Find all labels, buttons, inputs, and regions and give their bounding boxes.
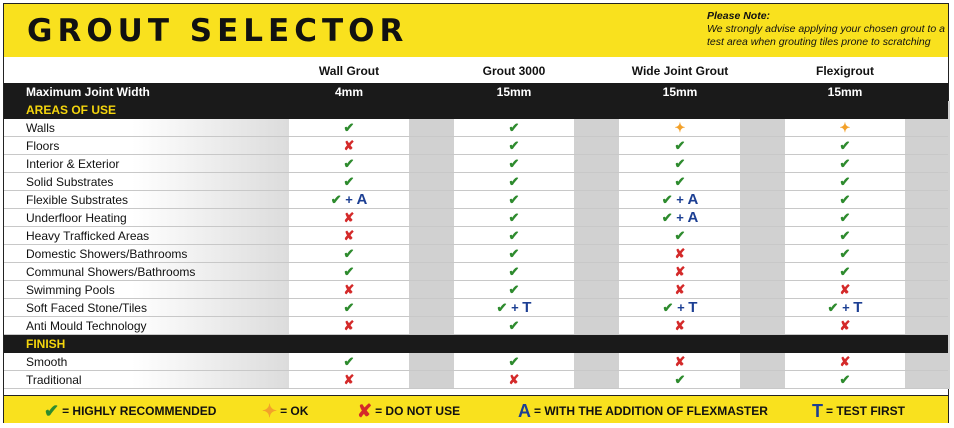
row-label: Domestic Showers/Bathrooms (26, 247, 188, 261)
tick-icon: ✔ (839, 156, 851, 171)
joint-width-value: 4mm (334, 85, 363, 99)
section-title: FINISH (26, 337, 66, 351)
tick-icon: ✔ (343, 264, 355, 279)
tick-icon: ✔ (508, 138, 520, 153)
cross-icon: ✘ (674, 264, 686, 279)
letter-t-icon: T (812, 401, 823, 421)
star-icon: ✦ (839, 120, 851, 135)
rating-cell (454, 137, 574, 155)
rating-cell (454, 281, 574, 299)
rating-cell (289, 263, 409, 281)
tick-icon: ✔ (508, 246, 520, 261)
cross-icon: ✘ (343, 318, 355, 333)
tick-icon: ✔ (839, 210, 851, 225)
table-row (4, 263, 948, 281)
column-header: Grout 3000 (482, 64, 546, 78)
table-row (4, 245, 948, 263)
letter-a-icon: A (356, 191, 368, 208)
cross-icon: ✘ (508, 372, 520, 387)
cross-icon: ✘ (343, 372, 355, 387)
grout-selector-chart (3, 3, 949, 423)
rating-cell (620, 209, 740, 227)
tick-icon: ✔ (343, 174, 355, 189)
tick-icon: ✔ (508, 228, 520, 243)
tick-icon: ✔ (661, 192, 673, 207)
cross-icon: ✘ (839, 318, 851, 333)
tick-icon: ✔ (343, 120, 355, 135)
column-header: Flexigrout (815, 64, 874, 78)
rating-cell (454, 191, 574, 209)
rating-cell (620, 119, 740, 137)
tick-icon: ✔ (343, 156, 355, 171)
row-label: Smooth (26, 355, 68, 369)
rating-cell (289, 173, 409, 191)
tick-icon: ✔ (839, 372, 851, 387)
cross-icon: ✘ (343, 210, 355, 225)
row-divider (4, 388, 948, 389)
letter-t-icon: T (853, 299, 863, 316)
rating-cell (289, 155, 409, 173)
note-title: Please Note: (707, 10, 771, 22)
cross-icon: ✘ (839, 354, 851, 369)
letter-a-icon: A (687, 209, 699, 226)
rating-cell (454, 209, 574, 227)
tick-icon: ✔ (508, 120, 520, 135)
tick-icon: ✔ (839, 228, 851, 243)
rating-cell (620, 173, 740, 191)
page-title: GROUT SELECTOR (27, 13, 409, 49)
row-label: Solid Substrates (26, 175, 114, 189)
legend-flexmaster: A = WITH THE ADDITION OF FLEXMASTER (518, 401, 768, 421)
tick-icon: ✔ (827, 300, 839, 315)
joint-width-value: 15mm (662, 85, 698, 99)
rating-cell (620, 299, 740, 317)
section-header (4, 101, 948, 119)
legend-highly-recommended: ✔ = HIGHLY RECOMMENDED (44, 401, 217, 421)
rating-cell (454, 155, 574, 173)
row-label: Walls (26, 121, 55, 135)
rating-cell (289, 299, 409, 317)
rating-cell (454, 317, 574, 335)
section-header (4, 335, 948, 353)
tick-icon: ✔ (508, 264, 520, 279)
tick-icon: ✔ (661, 210, 673, 225)
cross-icon: ✘ (674, 354, 686, 369)
rating-cell (289, 371, 409, 389)
tick-icon: ✔ (662, 300, 674, 315)
rating-cell (620, 353, 740, 371)
tick-icon: ✔ (508, 354, 520, 369)
rating-cell (785, 371, 905, 389)
tick-icon: ✔ (508, 282, 520, 297)
table-row (4, 137, 948, 155)
rating-cell (454, 173, 574, 191)
rating-cell (289, 281, 409, 299)
rating-cell (785, 317, 905, 335)
table-row (4, 353, 948, 371)
rating-cell (289, 137, 409, 155)
cross-icon: ✘ (343, 228, 355, 243)
legend-do-not-use: ✘ = DO NOT USE (357, 401, 461, 421)
tick-icon: ✔ (508, 156, 520, 171)
header-banner (4, 4, 948, 57)
tick-icon: ✔ (839, 174, 851, 189)
tick-icon: ✔ (674, 138, 686, 153)
cross-icon: ✘ (357, 401, 373, 421)
column-header: Wall Grout (318, 64, 380, 78)
plus-icon: + (673, 300, 689, 315)
cross-icon: ✘ (674, 282, 686, 297)
tick-icon: ✔ (674, 156, 686, 171)
tick-icon: ✔ (839, 246, 851, 261)
table-row (4, 119, 948, 137)
joint-width-value: 15mm (827, 85, 863, 99)
rating-cell (289, 191, 409, 209)
table-row (4, 317, 948, 335)
row-label: Floors (26, 139, 60, 153)
row-label: Interior & Exterior (26, 157, 120, 171)
tick-icon: ✔ (674, 174, 686, 189)
rating-cell (620, 371, 740, 389)
tick-icon: ✔ (674, 372, 686, 387)
rating-cell (454, 299, 574, 317)
row-label: Traditional (26, 373, 82, 387)
rating-cell (785, 227, 905, 245)
rating-cell (785, 353, 905, 371)
note (707, 10, 947, 49)
tick-icon: ✔ (839, 138, 851, 153)
table-row (4, 191, 948, 209)
cross-icon: ✘ (839, 282, 851, 297)
plus-icon: + (507, 300, 523, 315)
rating-cell (785, 263, 905, 281)
section-title: AREAS OF USE (26, 103, 117, 117)
legend-ok: ✦ = OK (262, 401, 309, 421)
plus-icon: + (341, 192, 357, 207)
row-label: Underfloor Heating (26, 211, 127, 225)
rating-cell (620, 281, 740, 299)
cross-icon: ✘ (674, 318, 686, 333)
letter-t-icon: T (522, 299, 532, 316)
tick-icon: ✔ (508, 192, 520, 207)
row-label: Maximum Joint Width (26, 85, 150, 99)
table-row (4, 299, 948, 317)
tick-icon: ✔ (44, 401, 60, 421)
table-row (4, 173, 948, 191)
table-row (4, 155, 948, 173)
rating-cell (620, 263, 740, 281)
plus-icon: + (838, 300, 854, 315)
letter-a-icon: A (687, 191, 699, 208)
tick-icon: ✔ (330, 192, 342, 207)
cross-icon: ✘ (343, 282, 355, 297)
rating-cell (620, 191, 740, 209)
cross-icon: ✘ (674, 246, 686, 261)
letter-t-icon: T (688, 299, 698, 316)
row-label: Flexible Substrates (26, 193, 129, 207)
tick-icon: ✔ (343, 354, 355, 369)
tick-icon: ✔ (508, 210, 520, 225)
cross-icon: ✘ (343, 138, 355, 153)
rating-cell (289, 119, 409, 137)
rating-cell (785, 209, 905, 227)
rating-cell (620, 155, 740, 173)
rating-cell (785, 281, 905, 299)
rating-cell (289, 209, 409, 227)
rating-cell (785, 119, 905, 137)
tick-icon: ✔ (839, 264, 851, 279)
rating-cell (289, 353, 409, 371)
legend-test-first: T = TEST FIRST (812, 401, 906, 421)
star-icon: ✦ (674, 120, 686, 135)
rating-cell (454, 353, 574, 371)
tick-icon: ✔ (674, 228, 686, 243)
rating-cell (454, 263, 574, 281)
plus-icon: + (672, 192, 688, 207)
joint-width-row (4, 83, 948, 101)
rating-cell (289, 245, 409, 263)
joint-width-value: 15mm (496, 85, 532, 99)
row-label: Communal Showers/Bathrooms (26, 265, 196, 279)
rating-cell (620, 317, 740, 335)
rating-cell (785, 191, 905, 209)
rating-cell (620, 227, 740, 245)
rating-cell (454, 227, 574, 245)
rating-cell (454, 371, 574, 389)
tick-icon: ✔ (343, 246, 355, 261)
column-header: Wide Joint Grout (631, 64, 729, 78)
row-label: Swimming Pools (26, 283, 115, 297)
row-label: Soft Faced Stone/Tiles (26, 301, 147, 315)
note-body: We strongly advise applying your chosen grout to a test area when grouting tiles prone to scratching (707, 23, 945, 48)
rating-cell (454, 119, 574, 137)
tick-icon: ✔ (496, 300, 508, 315)
rating-cell (454, 245, 574, 263)
tick-icon: ✔ (839, 192, 851, 207)
rating-cell (620, 137, 740, 155)
rating-cell (289, 317, 409, 335)
rating-cell (785, 155, 905, 173)
table-row (4, 227, 948, 245)
tick-icon: ✔ (508, 318, 520, 333)
tick-icon: ✔ (508, 174, 520, 189)
plus-icon: + (672, 210, 688, 225)
table-row (4, 281, 948, 299)
letter-a-icon: A (518, 401, 531, 421)
legend (4, 395, 948, 423)
row-label: Heavy Trafficked Areas (26, 229, 150, 243)
rating-cell (620, 245, 740, 263)
rating-cell (289, 227, 409, 245)
row-label: Anti Mould Technology (26, 319, 147, 333)
rating-cell (785, 173, 905, 191)
star-icon: ✦ (262, 401, 278, 421)
rating-cell (785, 137, 905, 155)
rating-cell (785, 299, 905, 317)
tick-icon: ✔ (343, 300, 355, 315)
table-row (4, 371, 948, 389)
rating-cell (785, 245, 905, 263)
table-row (4, 209, 948, 227)
